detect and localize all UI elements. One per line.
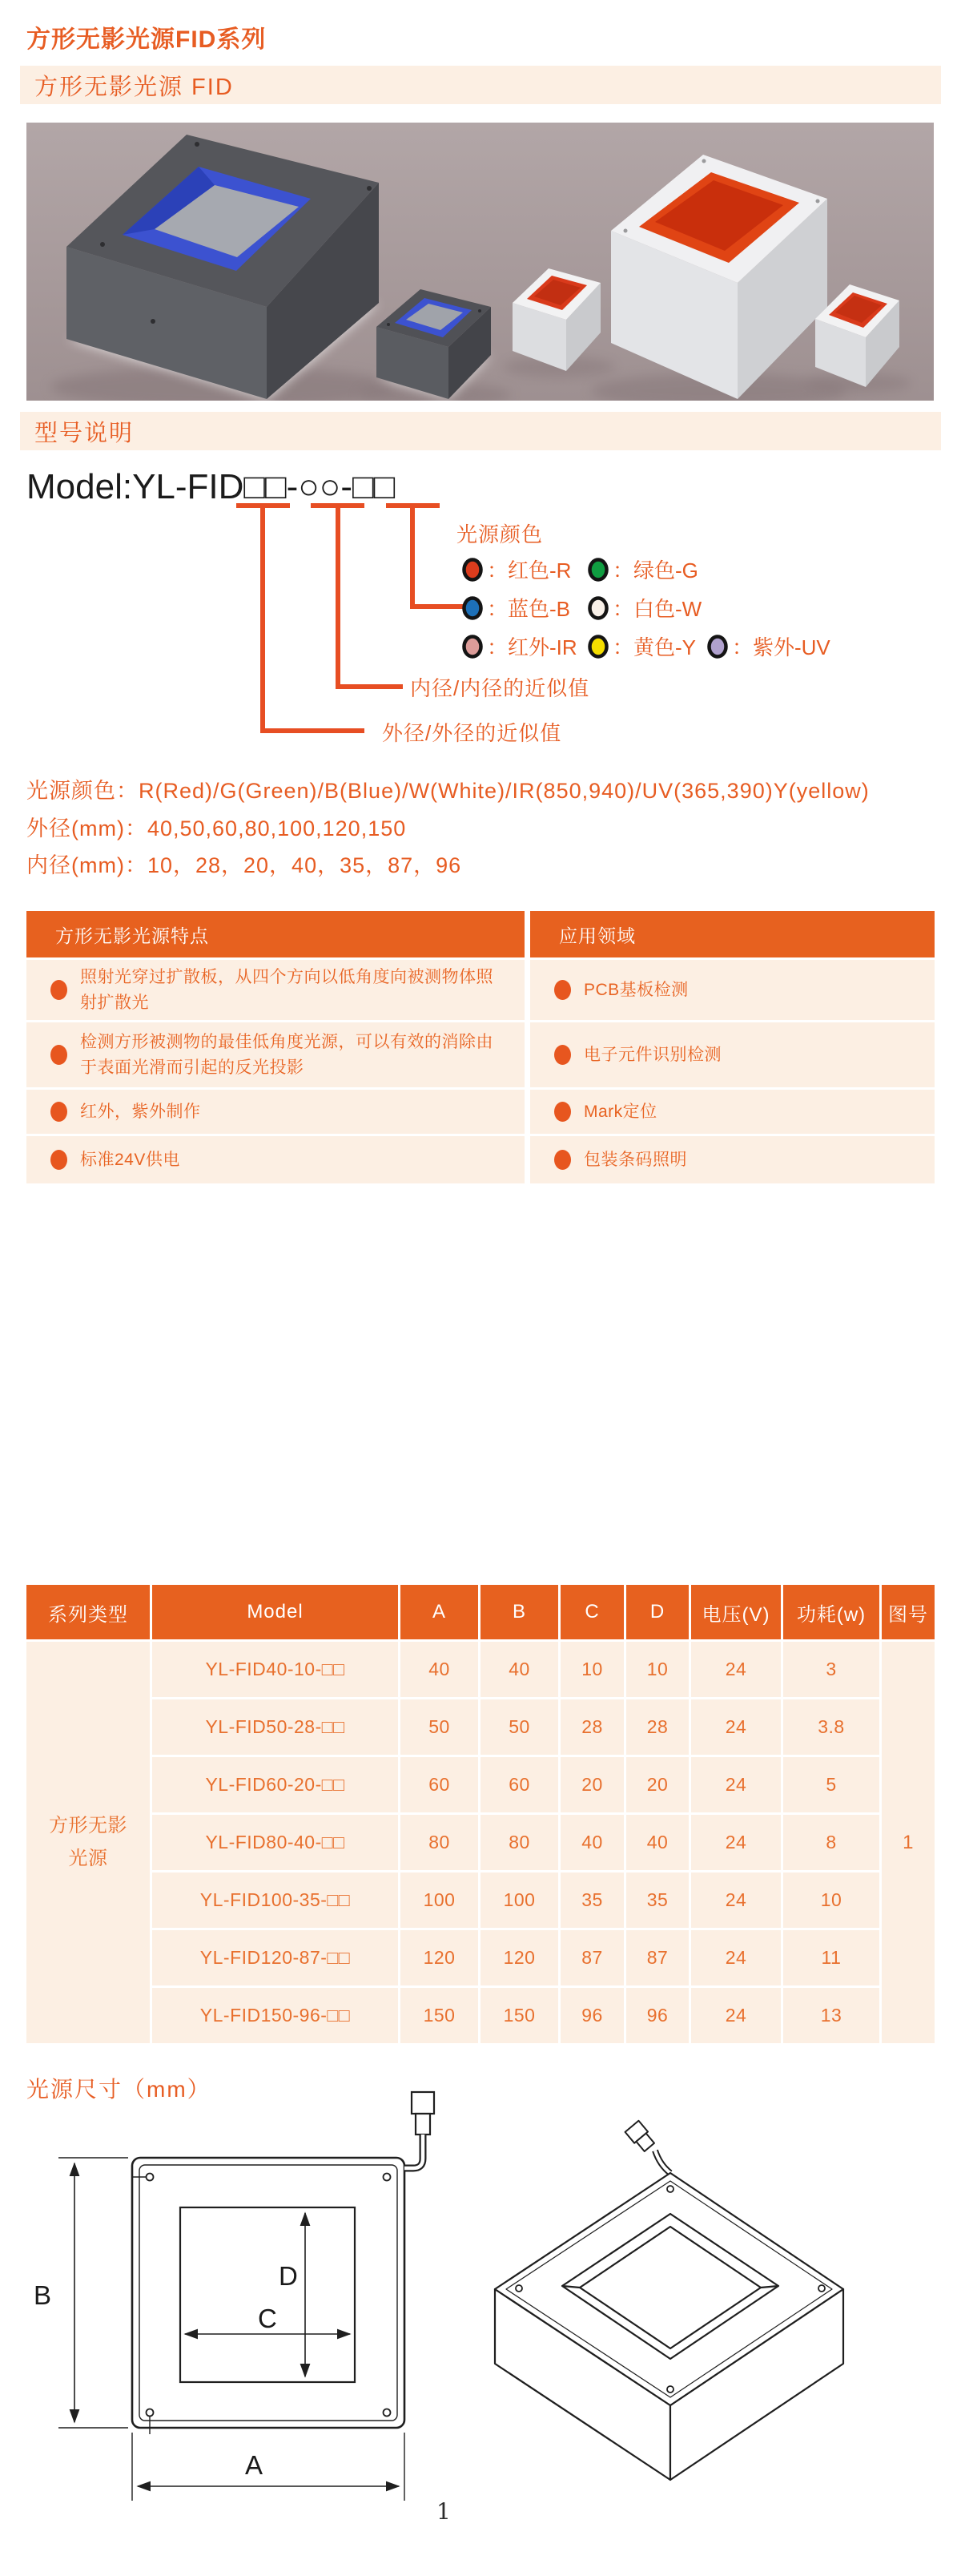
spec-value-cell: 3.8 [783,1699,879,1755]
spec-value-cell: 24 [691,1642,781,1697]
feature-text: 照射光穿过扩散板，从四个方向以低角度向被测物体照射扩散光 [80,968,493,1012]
spec-header-d: D [626,1585,689,1639]
spec-value-cell: 150 [400,1988,478,2043]
legend-label-green: ：绿色-G [613,558,698,583]
object-label: 被测物 [674,1515,735,1538]
info-line-colors: 光源颜色：R(Red)/G(Green)/B(Blue)/W(White)/IR(850,940)/UV(365,390)Y(yellow) [26,779,870,803]
legend-label-yellow: ：黄色-Y [613,635,697,659]
spec-value-cell: 28 [561,1699,624,1755]
outer-diameter-label: 外径/外径的近似值 [382,721,562,745]
spec-series-line1: 方形无影 [49,1814,127,1836]
spec-model-cell: YL-FID80-40-□□ [152,1815,398,1870]
application-row [530,1090,935,1134]
model-code: Model:YL-FID□□-○○-□□ [26,467,396,506]
series-banner-label: 方形无影光源 FID [34,74,234,100]
bullet-icon [50,980,67,1000]
feature-row [26,1022,525,1087]
spec-value-cell: 20 [626,1757,689,1812]
spec-value-cell: 120 [400,1930,478,1985]
spec-value-cell: 13 [783,1988,879,2043]
bullet-icon [554,1045,571,1065]
bullet-icon [50,1150,67,1170]
spec-header-c: C [561,1585,624,1639]
spec-value-cell: 20 [561,1757,624,1812]
spec-value-cell: 3 [783,1642,879,1697]
spec-value-cell: 28 [626,1699,689,1755]
spec-model-cell: YL-FID150-96-□□ [152,1988,398,2043]
camera-label: 相机 [599,1239,640,1261]
legend-label-ir: ：红外-IR [487,635,577,659]
legend-swatch-blue [464,599,481,619]
spec-header-b: B [480,1585,558,1639]
bullet-icon [50,1102,67,1122]
features-header-left: 方形无影光源特点 [26,911,525,957]
legend-swatch-red [464,560,481,580]
dim-label-a: A [245,2450,263,2480]
legend-label-uv: ：紫外-UV [732,635,830,659]
color-group-label: 光源颜色 [456,522,544,546]
spec-series-line2: 光源 [68,1847,108,1869]
spec-header-series: 系列类型 [26,1585,150,1639]
spec-value-cell: 96 [626,1988,689,2043]
dim-label-b: B [34,2280,52,2310]
page-title: 方形无影光源FID系列 [26,26,267,53]
features-table [26,911,935,1183]
spec-header-a: A [400,1585,478,1639]
spec-value-cell: 10 [626,1642,689,1697]
legend-swatch-white [590,599,607,619]
spec-value-cell: 24 [691,1699,781,1755]
feature-text: 红外，紫外制作 [80,1102,201,1121]
spec-model-cell: YL-FID100-35-□□ [152,1873,398,1928]
spec-value-cell: 35 [561,1873,624,1928]
spec-value-cell: 10 [561,1642,624,1697]
feature-text: 标准24V供电 [80,1150,180,1169]
spec-value-cell: 80 [480,1815,558,1870]
dimension-drawing-2d [58,2092,434,2501]
spec-header-model: Model [152,1585,398,1639]
application-text: 电子元件识别检测 [584,1045,722,1064]
dim-label-d: D [279,2261,298,2291]
spec-value-cell: 87 [626,1930,689,1985]
spec-value-cell: 100 [480,1873,558,1928]
feature-row [26,1090,525,1134]
spec-value-cell: 24 [691,1988,781,2043]
spec-value-cell: 96 [561,1988,624,2043]
spec-value-cell: 35 [626,1873,689,1928]
application-row [530,960,935,1020]
spec-value-cell: 40 [626,1815,689,1870]
spec-figure-cell: 1 [882,1642,935,2043]
spec-model-cell: YL-FID40-10-□□ [152,1642,398,1697]
spec-value-cell: 24 [691,1815,781,1870]
spec-value-cell: 40 [480,1642,558,1697]
inner-diameter-label: 内径/内径的近似值 [410,676,590,700]
spec-value-cell: 80 [400,1815,478,1870]
features-header-right: 应用领域 [530,911,935,957]
bullet-icon [554,1150,571,1170]
spec-table [26,1585,935,2043]
legend-label-red: ：红色-R [487,558,572,583]
page-number: 1 [436,2498,451,2525]
spec-value-cell: 150 [480,1988,558,2043]
spec-header-voltage: 电压(V) [691,1585,781,1639]
legend-label-white: ：白色-W [613,597,702,621]
dimension-drawings [0,2083,961,2548]
spec-value-cell: 120 [480,1930,558,1985]
spec-model-cell: YL-FID120-87-□□ [152,1930,398,1985]
spec-series-cell [26,1642,150,2043]
spec-value-cell: 24 [691,1930,781,1985]
legend-label-blue: ：蓝色-B [487,597,571,621]
legend-swatch-uv [710,637,726,657]
legend-swatch-yellow [590,637,607,657]
legend-labels [487,558,830,659]
dim-label-c: C [258,2304,277,2333]
feature-text: 检测方形被测物的最佳低角度光源，可以有效的消除由于表面光滑而引起的反光投影 [80,1033,493,1077]
feature-row [26,1136,525,1183]
spec-value-cell: 87 [561,1930,624,1985]
model-code-diagram [0,0,961,769]
info-line-inner: 内径(mm)：10，28，20，40，35，87，96 [26,853,462,877]
spec-value-cell: 8 [783,1815,879,1870]
application-text: 包装条码照明 [584,1150,687,1169]
application-row [530,1022,935,1087]
camera [281,1234,306,1312]
spec-model-cell: YL-FID60-20-□□ [152,1757,398,1812]
model-section-header-label: 型号说明 [34,420,135,446]
legend-swatch-green [590,560,607,580]
spec-value-cell: 24 [691,1757,781,1812]
info-line-outer: 外径(mm)：40,50,60,80,100,120,150 [26,816,407,841]
bullet-icon [50,1045,67,1065]
application-text: PCB基板检测 [584,980,689,999]
spec-value-cell: 60 [400,1757,478,1812]
light-housing [236,1433,356,1504]
spec-header-figure: 图号 [882,1585,935,1639]
legend-swatch-ir [464,637,481,657]
bullet-icon [554,980,571,1000]
spec-model-cell: YL-FID50-28-□□ [152,1699,398,1755]
bullet-icon [554,1102,571,1122]
spec-header-power: 功耗(w) [783,1585,879,1639]
spec-value-cell: 24 [691,1873,781,1928]
spec-value-cell: 50 [480,1699,558,1755]
spec-value-cell: 50 [400,1699,478,1755]
spec-value-cell: 11 [783,1930,879,1985]
spec-value-cell: 5 [783,1757,879,1812]
spec-value-cell: 40 [561,1815,624,1870]
spec-value-cell: 60 [480,1757,558,1812]
size-section-title: 光源尺寸（mm） [26,2077,211,2102]
dimension-drawing-3d [495,2121,843,2480]
spec-value-cell: 10 [783,1873,879,1928]
spec-value-cell: 100 [400,1873,478,1928]
application-text: Mark定位 [584,1102,657,1121]
application-diagram [0,1226,961,1570]
spec-value-cell: 40 [400,1642,478,1697]
application-row [530,1136,935,1183]
feature-row [26,960,525,1020]
